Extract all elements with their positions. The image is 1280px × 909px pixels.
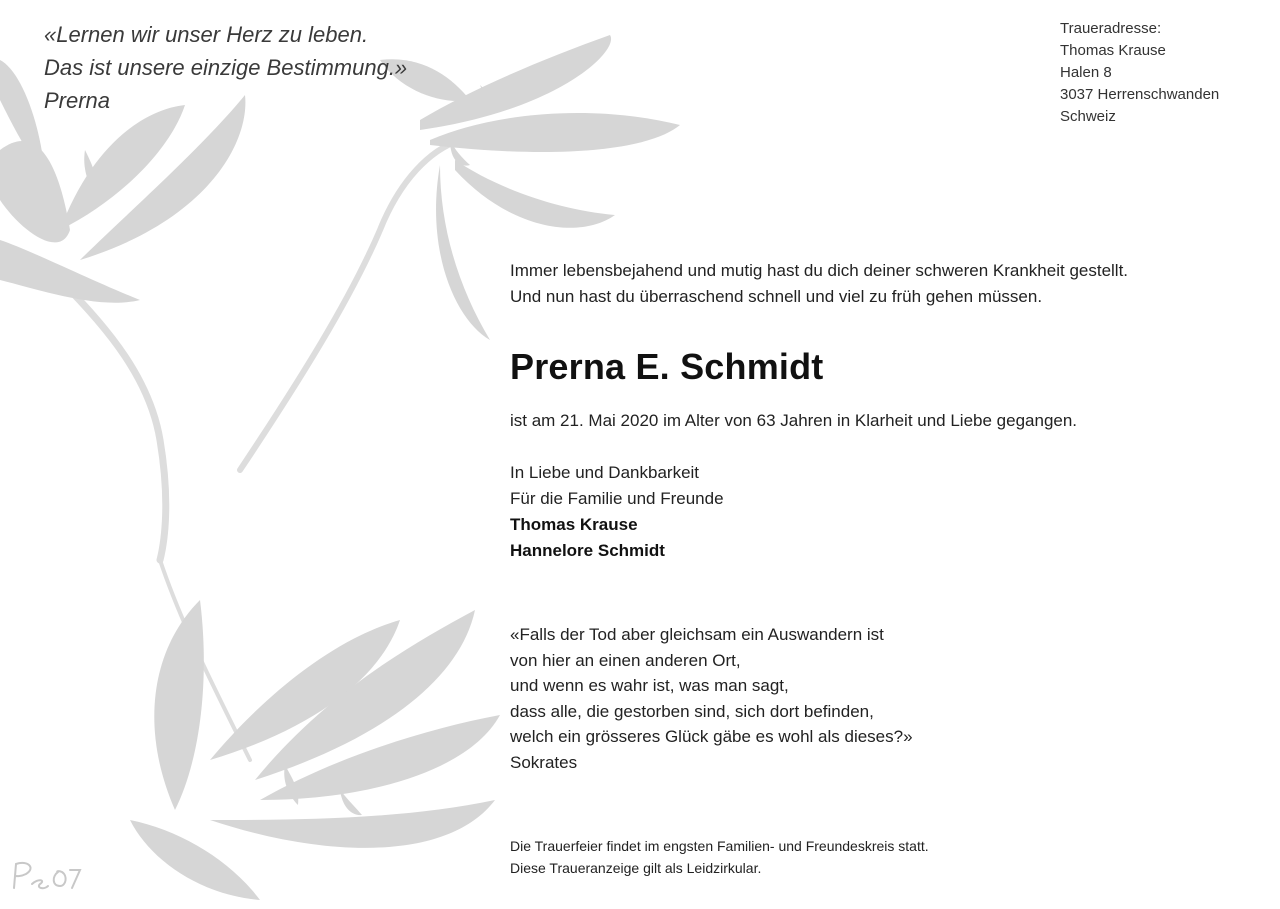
quote-line: welch ein grösseres Glück gäbe es wohl als dieses?»: [510, 727, 913, 746]
intro-line: Immer lebensbejahend und mutig hast du dich deiner schweren Krankheit gestellt.: [510, 261, 1129, 280]
motto-line: «Lernen wir unser Herz zu leben.: [44, 22, 369, 47]
passing-statement: ist am 21. Mai 2020 im Alter von 63 Jahren in Klarheit und Liebe gegangen.: [510, 411, 1078, 430]
address-country: Schweiz: [1060, 108, 1116, 125]
closing-quote: [510, 622, 1260, 775]
signer-name: Hannelore Schmidt: [510, 541, 665, 560]
quote-line: von hier an einen anderen Ort,: [510, 650, 741, 670]
mourning-address: [1060, 18, 1219, 128]
address-heading: Traueradresse:: [1060, 20, 1162, 37]
intro-text: [510, 258, 1260, 310]
motto-line: Das ist unsere einzige Bestimmung.»: [44, 55, 408, 80]
address-city: 3037 Herrenschwanden: [1060, 86, 1220, 103]
signers-greeting: In Liebe und Dankbarkeit: [510, 463, 700, 482]
address-name: Thomas Krause: [1060, 42, 1166, 59]
obituary-body: [510, 258, 1260, 879]
intro-line: Und nun hast du überraschend schnell und viel zu früh gehen müssen.: [510, 287, 1043, 306]
signer-name: Thomas Krause: [510, 515, 638, 534]
quote-line: «Falls der Tod aber gleichsam ein Auswandern ist: [510, 625, 884, 644]
signers-block: [510, 460, 1260, 564]
petal: [0, 240, 140, 303]
notice-line: Die Trauerfeier findet im engsten Familien- und Freundeskreis statt.: [510, 838, 929, 854]
petal: [455, 160, 615, 228]
motto-author: Prerna: [44, 88, 111, 113]
ceremony-notice: [510, 835, 1260, 879]
opening-motto: [44, 18, 407, 117]
address-street: Halen 8: [1060, 64, 1112, 81]
deceased-name: Prerna E. Schmidt: [510, 346, 824, 387]
quote-author: Sokrates: [510, 752, 578, 772]
signers-on-behalf: Für die Familie und Freunde: [510, 489, 724, 508]
petal: [130, 820, 260, 900]
petal: [154, 600, 204, 810]
quote-line: und wenn es wahr ist, was man sagt,: [510, 676, 789, 695]
flower-stem: [240, 140, 460, 470]
flower-stem: [60, 280, 166, 560]
notice-line: Diese Traueranzeige gilt als Leidzirkular.: [510, 860, 762, 876]
artist-signature: [6, 858, 86, 894]
quote-line: dass alle, die gestorben sind, sich dort befinden,: [510, 701, 874, 721]
